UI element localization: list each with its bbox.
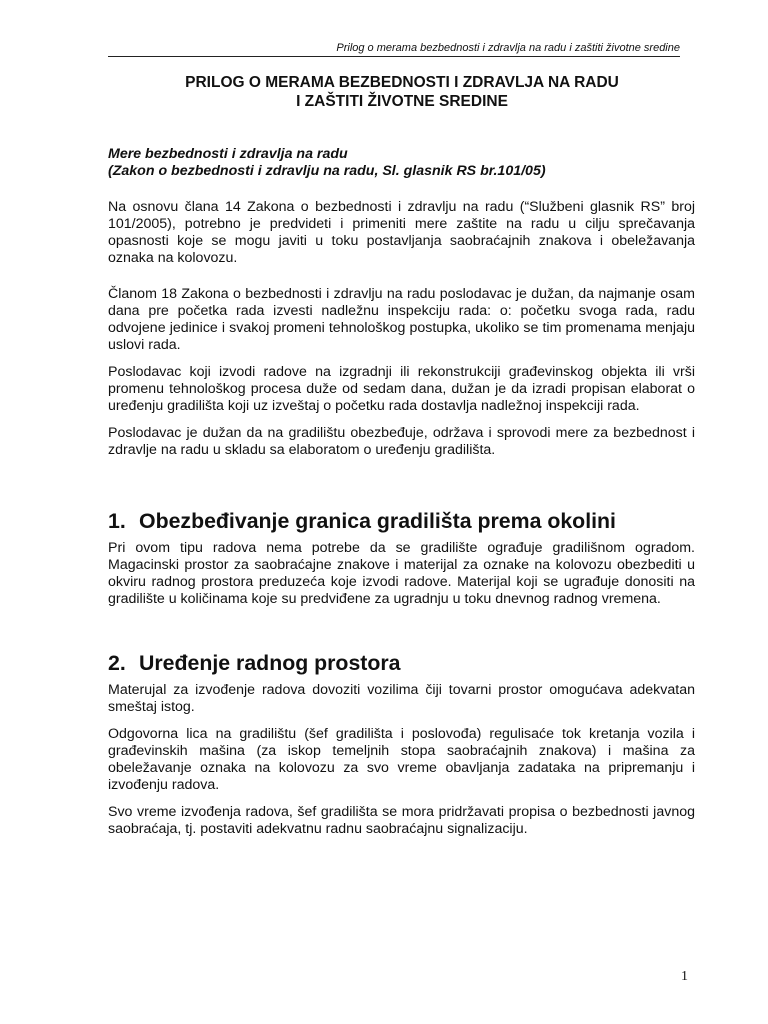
intro-paragraph-1: Na osnovu člana 14 Zakona o bezbednosti i zdravlju na radu (“Službeni glasnik RS” broj 101/2005), potrebno je predvideti i primeniti mere zaštite na radu u cilju sprečavanja opasnosti koje se mogu javiti u toku postavljanja saobraćajnih znakova i obeležavanja oznaka na kolovozu. [108,199,695,266]
intro-paragraph-3: Poslodavac koji izvodi radove na izgradnji ili rekonstrukciji građevinskog objekta ili vrši promenu tehnološkog procesa duže od sedam dana, dužan je da izradi propisan elaborat o uređenju gradilišta koji uz izveštaj o početku rada dostavlja nadležnoj inspekciji rada. [108,364,695,414]
section-1-paragraph-1: Pri ovom tipu radova nema potrebe da se gradilište ograđuje gradilišnom ogradom. Magacinski prostor za saobraćajne znakove i materijal za oznake na kolovozu obezbediti u okviru radnog prostora preduzeća koje izvodi radove. Materijal koji se ugrađuje donositi na gradilište u količinama koje su predviđene za ugradnju u toku dnevnog radnog vremena. [108,540,695,607]
section-2-number: 2. [108,651,126,675]
document-subtitle [108,146,695,180]
document-title-line-1: PRILOG O MERAMA BEZBEDNOSTI I ZDRAVLJA NA RADU [185,74,619,91]
subtitle-line-2: (Zakon o bezbednosti i zdravlju na radu, Sl. glasnik RS br.101/05) [108,163,546,179]
section-2-paragraph-2: Odgovorna lica na gradilištu (šef gradilišta i poslovođa) regulisaće tok kretanja vozila i građevinskih mašina (za iskop temeljnih stopa saobraćajnih znakova) i mašina za obeležavanje oznaka na kolovozu za svo vreme obavljanja zadataka na pripremanju i izvođenju radova. [108,726,695,793]
page-number: 1 [681,969,688,984]
document-title-line-2: I ZAŠTITI ŽIVOTNE SREDINE [296,93,508,110]
section-1-heading [108,509,695,533]
intro-paragraph-4: Poslodavac je dužan da na gradilištu obezbeđuje, održava i sprovodi mere za bezbednost i zdravlje na radu u skladu sa elaboratom o uređenju gradilišta. [108,425,695,458]
document-body [108,146,695,838]
subtitle-line-1: Mere bezbednosti i zdravlja na radu [108,146,348,162]
section-1-number: 1. [108,509,126,533]
running-header: Prilog o merama bezbednosti i zdravlja na radu i zaštiti životne sredine [108,41,680,57]
section-2-paragraph-3: Svo vreme izvođenja radova, šef gradilišta se mora pridržavati propisa o bezbednosti javnog saobraćaja, tj. postaviti adekvatnu radnu saobraćajnu signalizaciju. [108,804,695,837]
document-title [108,73,696,111]
section-2-paragraph-1: Materujal za izvođenje radova dovoziti vozilima čiji tovarni prostor omogućava adekvatan smeštaj istog. [108,682,695,715]
intro-paragraph-2: Članom 18 Zakona o bezbednosti i zdravlju na radu poslodavac je dužan, da najmanje osam dana pre početka rada izvesti nadležnu inspekciju rada: o: početku svoga rada, radu odvojene jedinice i svakoj promeni tehnološkog postupka, ukoliko se tim promenama menjaju uslovi rada. [108,286,695,353]
section-2-title: Uređenje radnog prostora [139,651,401,675]
section-2-heading [108,651,695,675]
section-1-title: Obezbeđivanje granica gradilišta prema okolini [139,509,616,533]
